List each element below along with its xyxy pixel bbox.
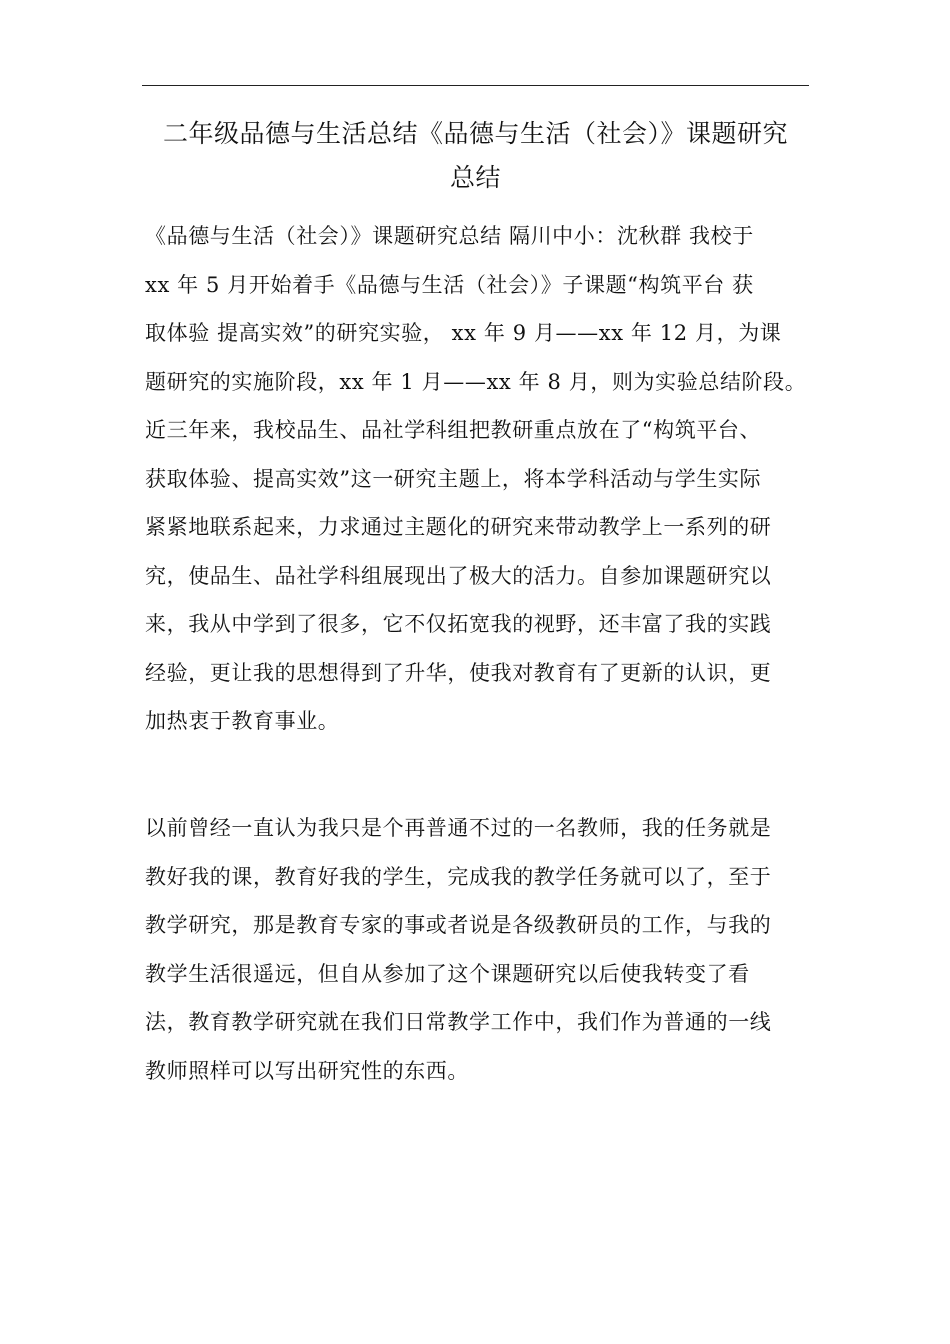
text-line: 获取体验、提高实效”这一研究主题上，将本学科活动与学生实际 — [145, 466, 762, 491]
text-line: xx 年 5 月开始着手《品德与生活（社会）》子课题“构筑平台 获 — [145, 272, 754, 297]
text-line: 取体验 提高实效”的研究实验， xx 年 9 月——xx 年 12 月，为课 — [145, 321, 782, 345]
text-line: 题研究的实施阶段，xx 年 1 月——xx 年 8 月，则为实验总结阶段。 — [145, 369, 807, 394]
text-line: 究，使品生、品社学科组展现出了极大的活力。自参加课题研究以 — [145, 563, 772, 588]
paragraph-1 — [145, 212, 825, 746]
title-line: 总结 — [449, 163, 501, 192]
text-line: 教学研究，那是教育专家的事或者说是各级教研员的工作，与我的 — [145, 913, 772, 937]
text-line: 近三年来，我校品生、品社学科组把教研重点放在了“构筑平台、 — [145, 418, 762, 442]
text-line: 教师照样可以写出研究性的东西。 — [145, 1058, 469, 1083]
title-line: 二年级品德与生活总结《品德与生活（社会）》课题研究 — [162, 119, 788, 148]
text-line: 教好我的课，教育好我的学生，完成我的教学任务就可以了，至于 — [145, 864, 772, 889]
text-line: 经验，更让我的思想得到了升华，使我对教育有了更新的认识，更 — [145, 660, 772, 685]
paragraph-2 — [145, 804, 825, 1095]
text-line: 法，教育教学研究就在我们日常教学工作中，我们作为普通的一线 — [145, 1010, 772, 1034]
text-line: 紧紧地联系起来，力求通过主题化的研究来带动教学上一系列的研 — [145, 515, 772, 539]
header-rule — [142, 85, 809, 86]
document-title — [142, 112, 809, 200]
text-line: 教学生活很遥远，但自从参加了这个课题研究以后使我转变了看 — [145, 961, 750, 986]
text-line: 以前曾经一直认为我只是个再普通不过的一名教师，我的任务就是 — [145, 816, 772, 840]
text-line: 《品德与生活（社会）》课题研究总结 隔川中小：沈秋群 我校于 — [145, 224, 754, 248]
text-line: 来，我从中学到了很多，它不仅拓宽我的视野，还丰富了我的实践 — [145, 612, 772, 636]
text-line: 加热衷于教育事业。 — [145, 709, 340, 733]
